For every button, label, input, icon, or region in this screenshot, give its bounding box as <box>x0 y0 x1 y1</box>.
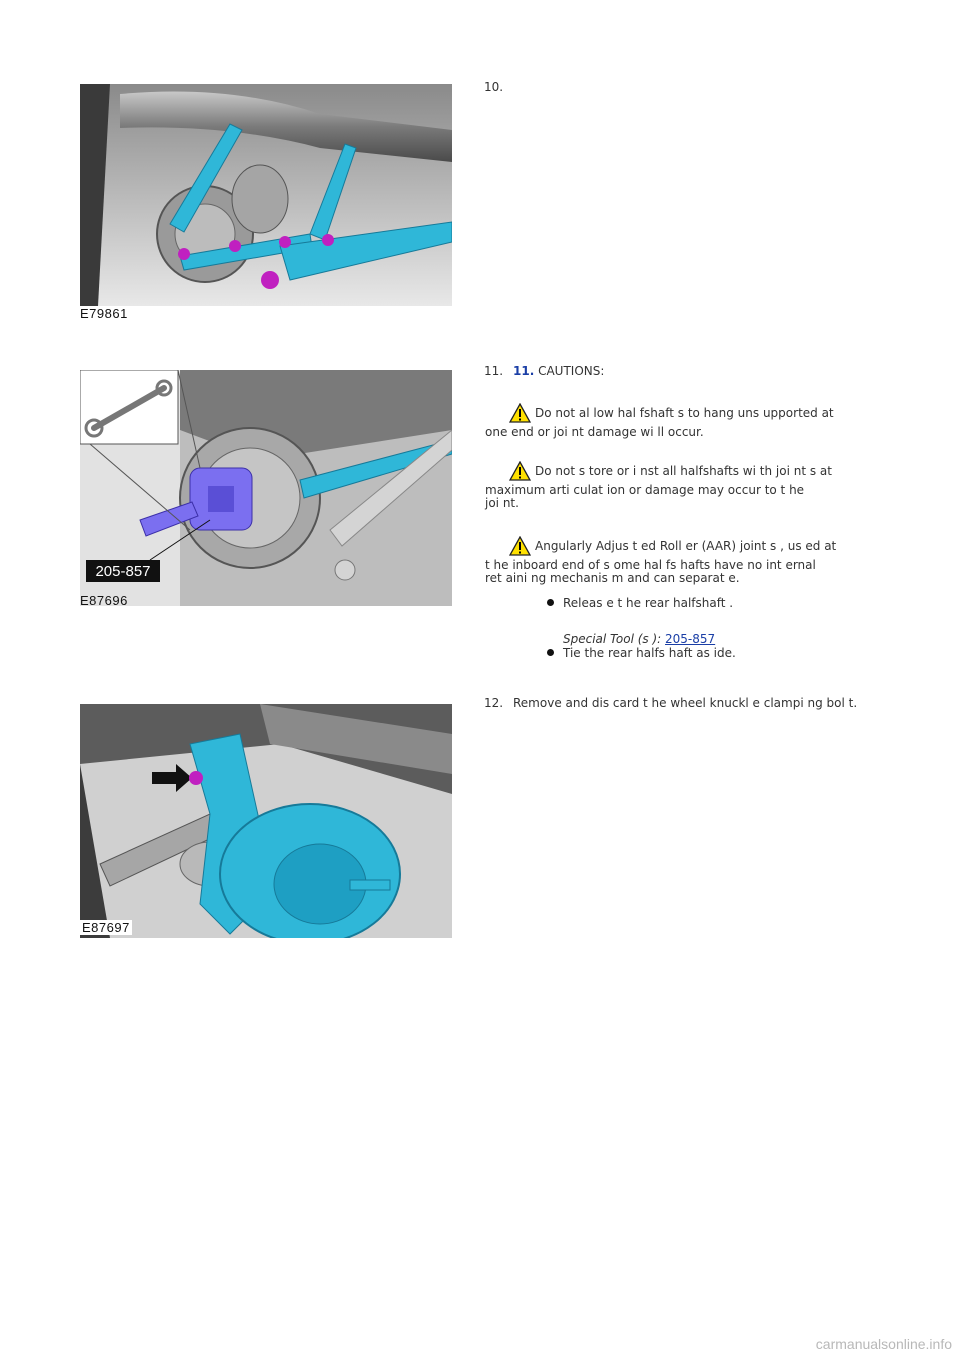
caution-line: Do not al low hal fshaft s to hang uns upported at <box>535 406 834 420</box>
heading-label: CAUTIONS: <box>534 364 605 378</box>
cautions-heading <box>513 364 604 378</box>
bolt-marker <box>178 248 190 260</box>
special-tool-label: Special Tool (s ): <box>563 632 662 646</box>
caution-1 <box>485 403 875 439</box>
warning-icon <box>509 461 531 484</box>
figure-id: E79861 <box>80 306 128 321</box>
bullet-text: Releas e t he rear halfshaft . <box>563 596 734 610</box>
bullet-tie <box>547 646 736 660</box>
special-tool-link[interactable]: 205-857 <box>665 632 716 646</box>
caution-2 <box>485 461 875 510</box>
caution-line: Angularly Adjus t ed Roll er (AAR) joint s , us ed at <box>535 539 837 553</box>
step-number: 11. <box>484 364 504 378</box>
bolt-marker <box>322 234 334 246</box>
figure-wheel-knuckle <box>80 704 452 938</box>
step-number: 12. <box>484 696 504 710</box>
bolt-marker <box>189 771 203 785</box>
halfshaft-illustration <box>80 370 452 606</box>
suspension-illustration <box>80 84 452 306</box>
caution-line: ret aini ng mechanis m and can separat e. <box>485 571 740 585</box>
knuckle-illustration <box>80 704 452 938</box>
figure-id: E87697 <box>82 920 130 935</box>
step-number: 10. <box>484 80 504 94</box>
bolt-marker <box>229 240 241 252</box>
caution-line: maximum arti culat ion or damage may occur to t he <box>485 483 805 497</box>
bullet-release <box>547 596 733 610</box>
figure-halfshaft-tool <box>80 370 452 606</box>
heading-number: 11. <box>513 364 535 378</box>
warning-icon <box>509 536 531 559</box>
figure-rear-suspension-arms <box>80 84 452 321</box>
bullet-icon <box>547 649 554 656</box>
caution-line: t he inboard end of s ome hal fs hafts have no int ernal <box>485 558 816 572</box>
tool-callout-label: 205-857 <box>95 563 151 580</box>
step-text: Remove and dis card t he wheel knuckl e clampi ng bol t. <box>513 696 858 710</box>
special-tool-line <box>563 632 715 646</box>
caution-line: one end or joi nt damage wi ll occur. <box>485 425 704 439</box>
watermark-footer: carmanualsonline.info <box>815 1336 952 1352</box>
bolt-marker <box>261 271 279 289</box>
warning-icon <box>509 403 531 426</box>
bolt-marker <box>279 236 291 248</box>
caution-line: Do not s tore or i nst all halfshafts wi th joi nt s at <box>535 464 832 478</box>
figure-id: E87696 <box>80 593 128 608</box>
caution-3 <box>485 536 875 585</box>
caution-line: joi nt. <box>485 496 519 510</box>
bullet-icon <box>547 599 554 606</box>
bullet-text: Tie the rear halfs haft as ide. <box>563 646 736 660</box>
